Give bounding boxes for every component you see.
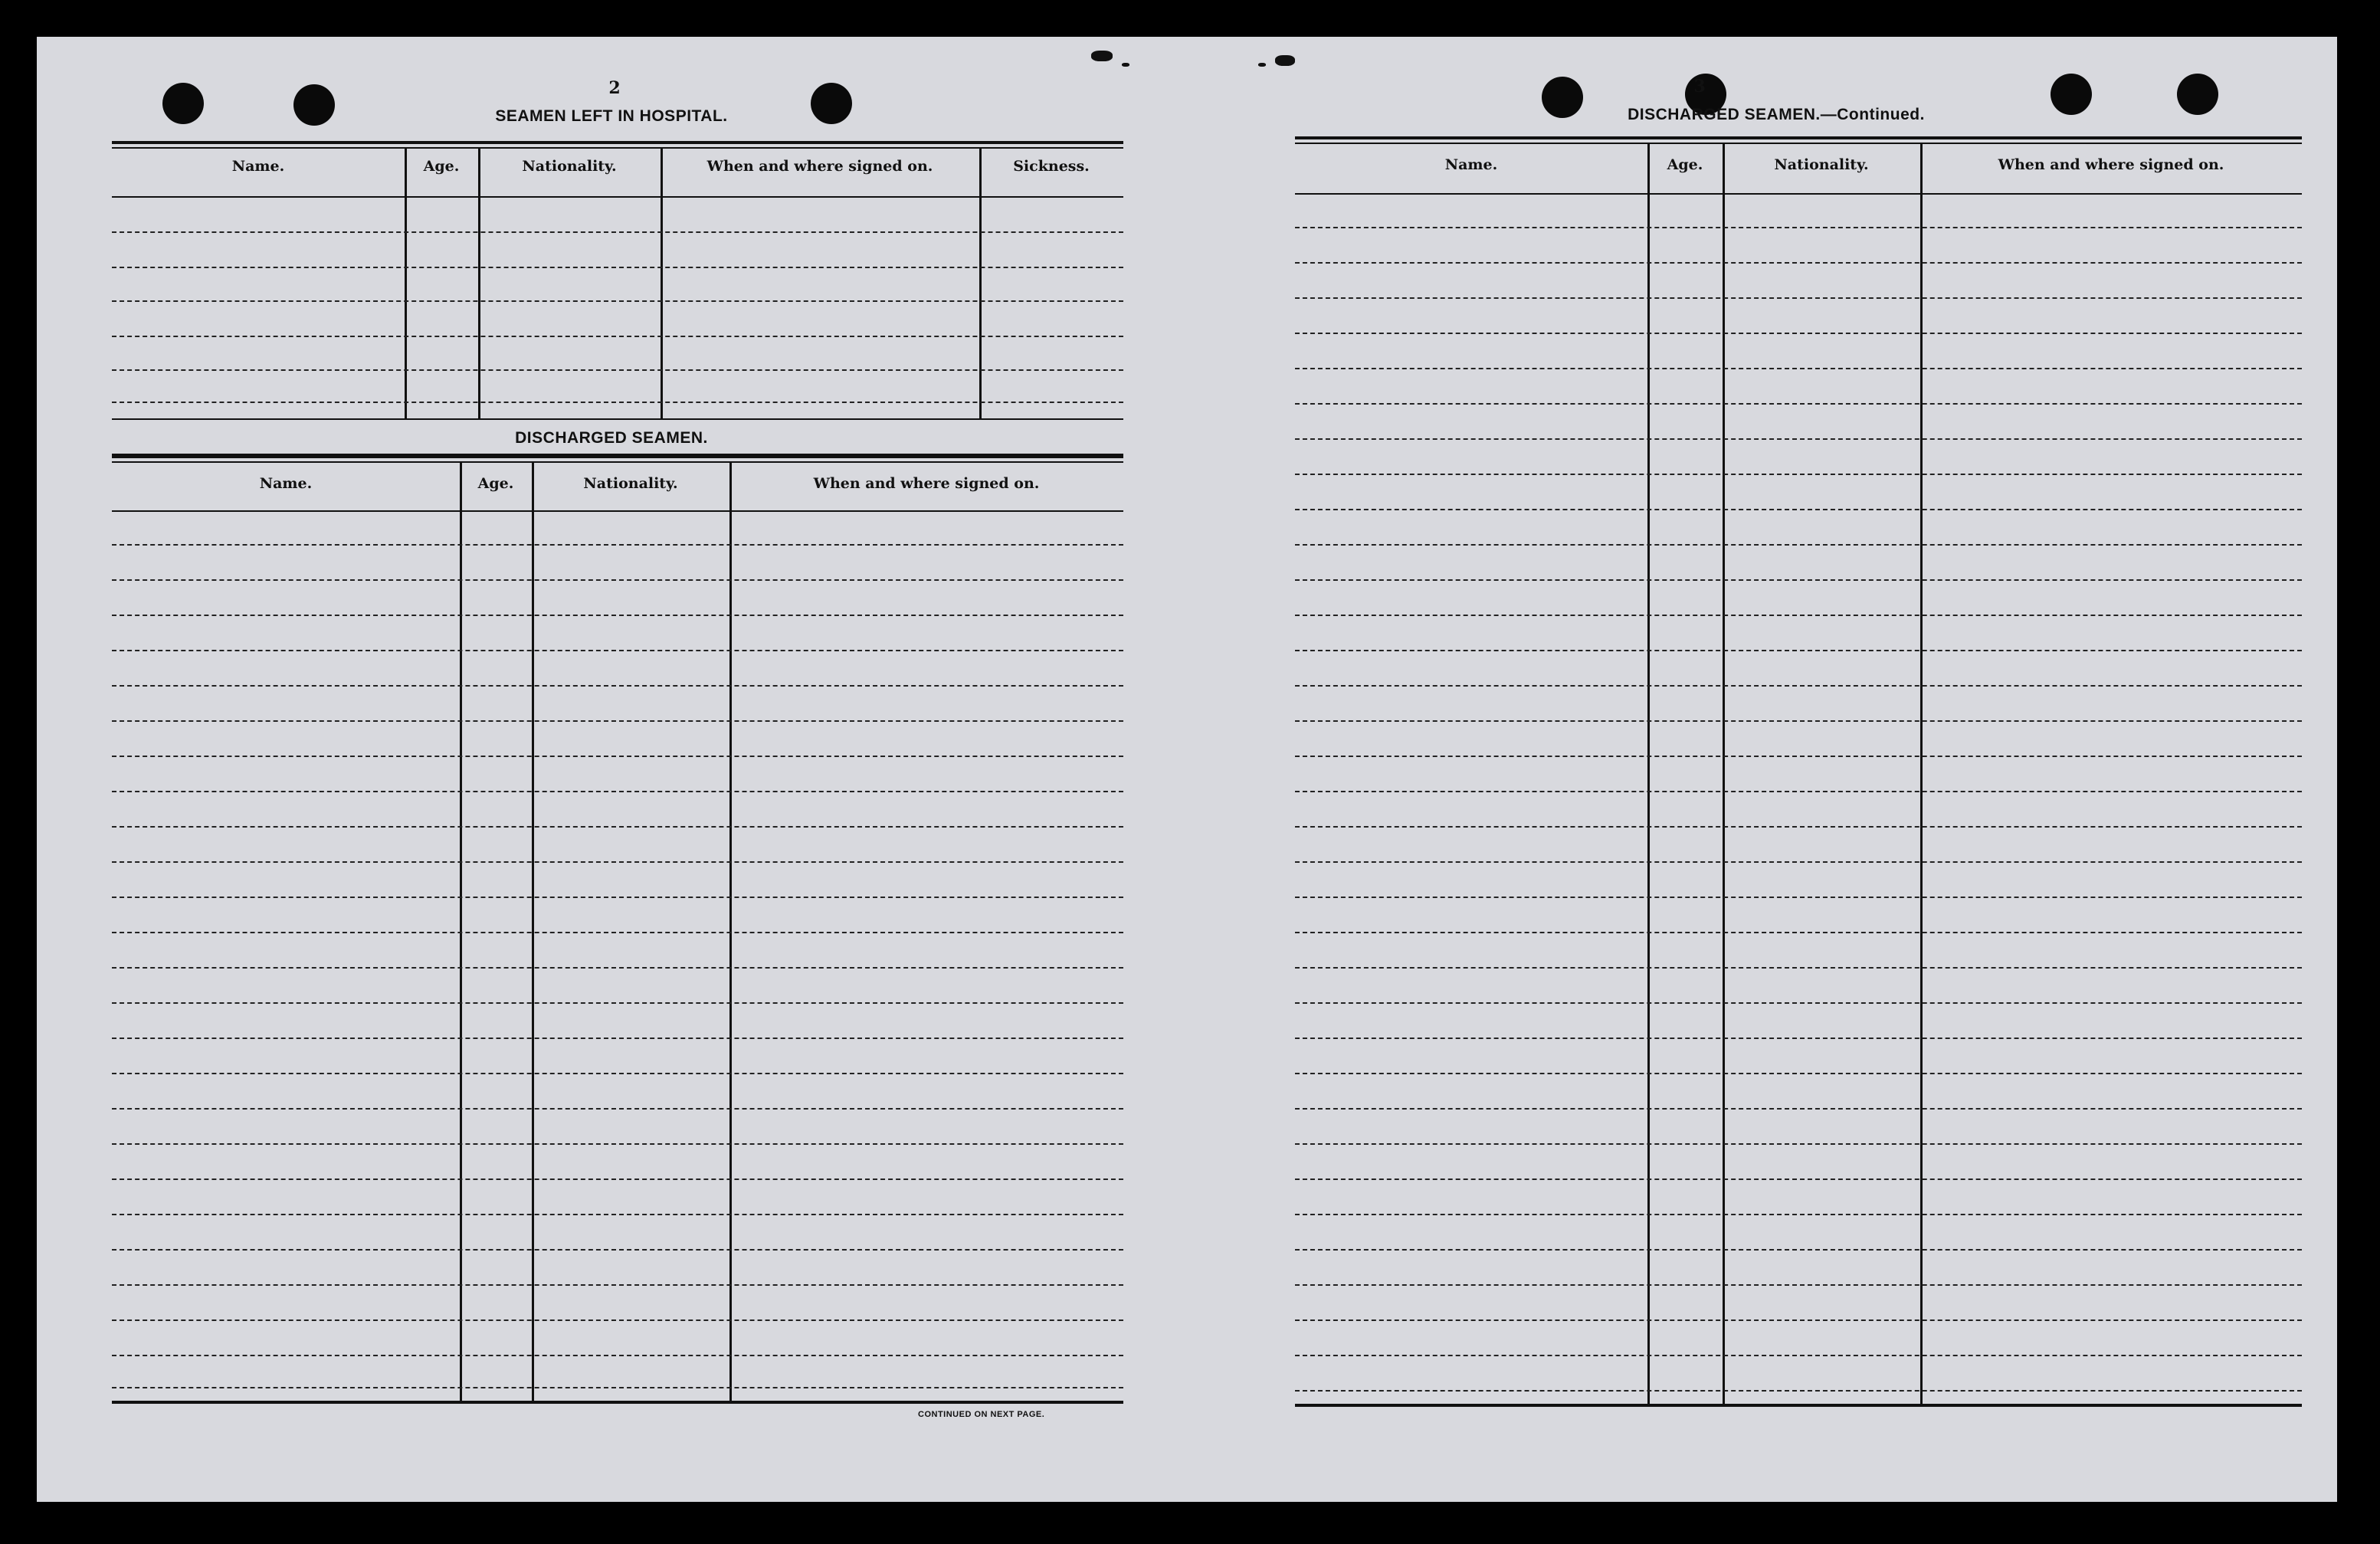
column-header-nationality: Nationality. bbox=[1774, 156, 1869, 173]
entry-line bbox=[1295, 861, 2302, 863]
entry-line bbox=[112, 579, 1123, 581]
entry-line bbox=[112, 967, 1123, 969]
entry-line bbox=[112, 791, 1123, 792]
entry-line bbox=[112, 1073, 1123, 1074]
entry-line bbox=[1295, 791, 2302, 792]
entry-line bbox=[1295, 368, 2302, 369]
hospital-table bbox=[112, 141, 1123, 458]
entry-line bbox=[112, 1108, 1123, 1110]
discharged-continued-table bbox=[1295, 136, 2302, 1444]
entry-line bbox=[112, 267, 1123, 268]
entry-line bbox=[112, 402, 1123, 403]
hospital-section-title: SEAMEN LEFT IN HOSPITAL. bbox=[495, 107, 728, 125]
column-header-age: Age. bbox=[423, 158, 460, 175]
entry-line bbox=[112, 369, 1123, 371]
page-number: 3 bbox=[1693, 77, 1706, 97]
entry-line bbox=[1295, 615, 2302, 616]
entry-line bbox=[1295, 720, 2302, 722]
entry-line bbox=[112, 231, 1123, 233]
column-header-signed-on: When and where signed on. bbox=[706, 158, 933, 175]
entry-line bbox=[112, 1319, 1123, 1321]
entry-line bbox=[112, 897, 1123, 898]
entry-line bbox=[112, 1002, 1123, 1004]
column-header-signed-on: When and where signed on. bbox=[1998, 156, 2224, 173]
entry-line bbox=[112, 932, 1123, 933]
column-header-signed-on: When and where signed on. bbox=[813, 475, 1040, 492]
entry-line bbox=[1295, 826, 2302, 828]
column-header-nationality: Nationality. bbox=[583, 475, 678, 492]
entry-line bbox=[1295, 333, 2302, 334]
entry-line bbox=[1295, 579, 2302, 581]
continued-footnote: CONTINUED ON NEXT PAGE. bbox=[918, 1410, 1045, 1419]
entry-line bbox=[112, 1178, 1123, 1180]
entry-line bbox=[1295, 1038, 2302, 1039]
entry-line bbox=[1295, 544, 2302, 546]
entry-line bbox=[112, 336, 1123, 337]
entry-line bbox=[112, 650, 1123, 651]
entry-line bbox=[112, 826, 1123, 828]
entry-line bbox=[1295, 1249, 2302, 1251]
column-header-name: Name. bbox=[259, 475, 313, 492]
document-sheet bbox=[37, 37, 2337, 1502]
entry-line bbox=[1295, 897, 2302, 898]
entry-line bbox=[112, 1355, 1123, 1356]
entry-line bbox=[1295, 297, 2302, 299]
entry-line bbox=[1295, 685, 2302, 687]
entry-line bbox=[112, 1038, 1123, 1039]
entry-line bbox=[112, 1284, 1123, 1286]
right-page bbox=[1186, 37, 2337, 1502]
discharged-section-title: DISCHARGED SEAMEN. bbox=[515, 429, 708, 447]
discharged-continued-title: DISCHARGED SEAMEN.—Continued. bbox=[1628, 106, 1925, 123]
entry-line bbox=[1295, 650, 2302, 651]
entry-line bbox=[112, 720, 1123, 722]
left-page bbox=[37, 37, 1186, 1502]
entry-line bbox=[112, 544, 1123, 546]
entry-line bbox=[112, 300, 1123, 302]
discharged-table bbox=[112, 455, 1123, 1444]
entry-line bbox=[1295, 1073, 2302, 1074]
column-header-sickness: Sickness. bbox=[1013, 158, 1090, 175]
entry-line bbox=[1295, 1002, 2302, 1004]
entry-line bbox=[1295, 1319, 2302, 1321]
entry-line bbox=[1295, 509, 2302, 510]
entry-line bbox=[1295, 262, 2302, 264]
entry-line bbox=[112, 685, 1123, 687]
entry-line bbox=[1295, 1108, 2302, 1110]
entry-line bbox=[1295, 1390, 2302, 1392]
entry-line bbox=[1295, 1143, 2302, 1145]
entry-line bbox=[1295, 227, 2302, 228]
entry-line bbox=[1295, 403, 2302, 405]
entry-line bbox=[1295, 756, 2302, 757]
entry-line bbox=[1295, 967, 2302, 969]
entry-line bbox=[112, 1143, 1123, 1145]
entry-line bbox=[1295, 1284, 2302, 1286]
column-header-name: Name. bbox=[1444, 156, 1498, 173]
entry-line bbox=[112, 756, 1123, 757]
column-header-nationality: Nationality. bbox=[522, 158, 617, 175]
entry-line bbox=[1295, 1355, 2302, 1356]
column-header-age: Age. bbox=[477, 475, 514, 492]
entry-line bbox=[1295, 932, 2302, 933]
column-header-name: Name. bbox=[231, 158, 285, 175]
entry-line bbox=[1295, 438, 2302, 440]
page-number: 2 bbox=[608, 78, 621, 98]
entry-line bbox=[112, 615, 1123, 616]
entry-line bbox=[112, 1249, 1123, 1251]
entry-line bbox=[1295, 1178, 2302, 1180]
column-header-age: Age. bbox=[1667, 156, 1703, 173]
entry-line bbox=[1295, 1214, 2302, 1215]
entry-line bbox=[112, 1214, 1123, 1215]
entry-line bbox=[112, 1387, 1123, 1388]
entry-line bbox=[112, 861, 1123, 863]
entry-line bbox=[1295, 474, 2302, 475]
